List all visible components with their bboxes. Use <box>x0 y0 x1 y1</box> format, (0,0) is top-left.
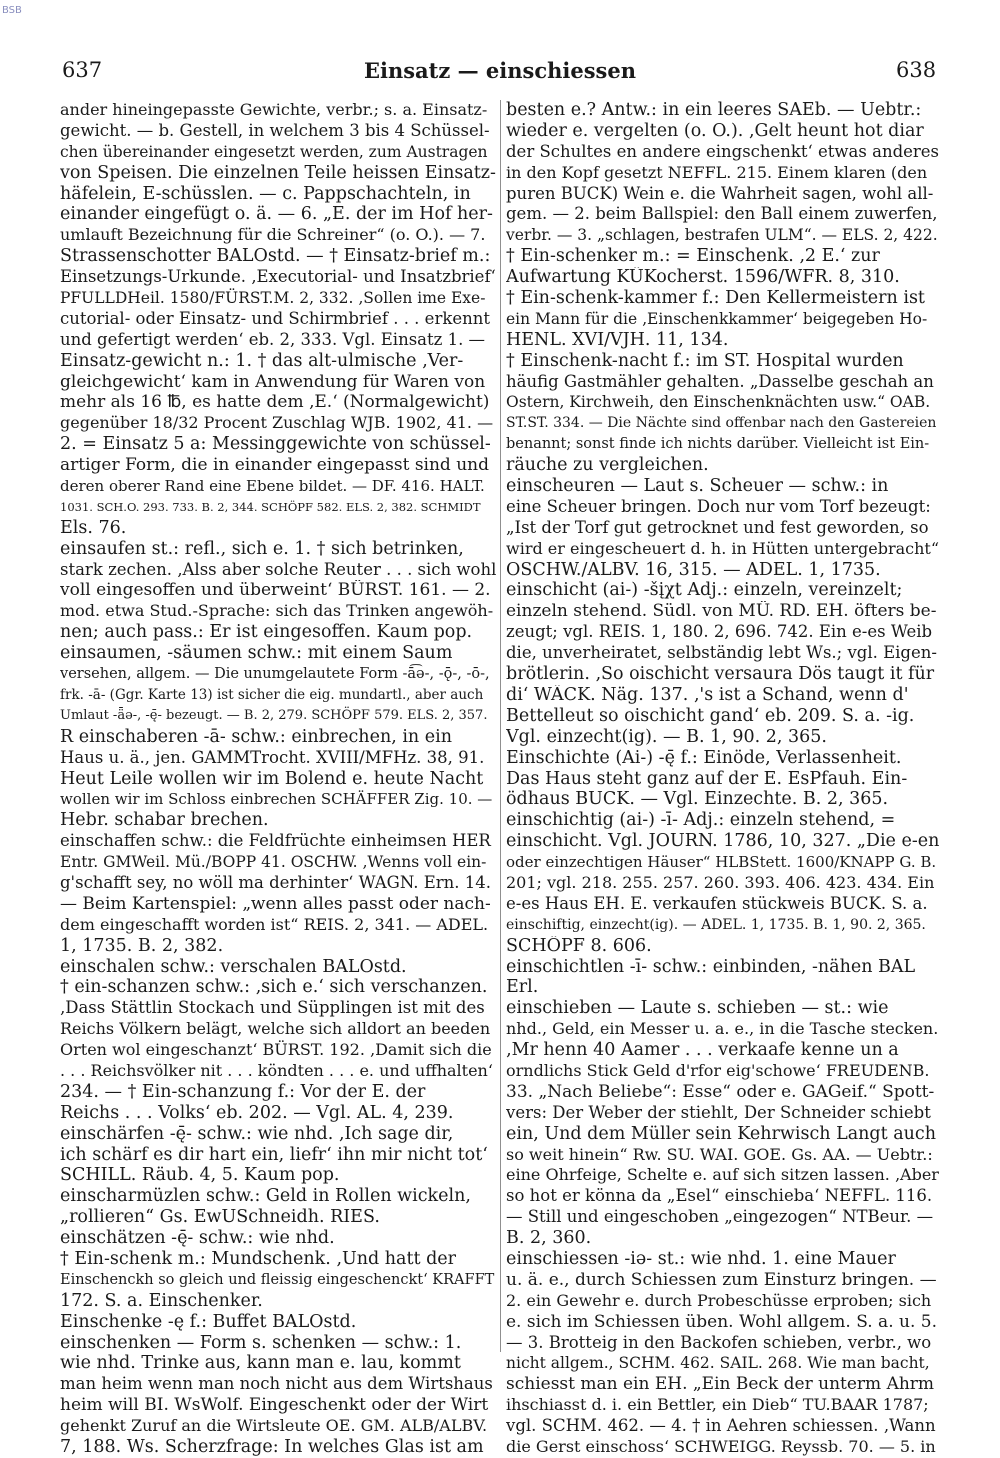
text-line: einschieben — Laute s. schieben — st.: wie <box>506 998 889 1019</box>
text-line: — 3. Brotteig in den Backofen schieben, verbr., wo <box>506 1332 932 1352</box>
text-line: benannt; sonst finde ich nichts darüber. Vielleicht ist Ein- <box>506 436 930 453</box>
text-line: einzeln stehend. Südl. von MÜ. RD. EH. öfters be- <box>506 601 937 622</box>
text-line: umlauft Bezeichnung für die Schreiner“ (o. O.). — 7. <box>60 225 486 245</box>
text-line: 172. S. a. Einschenker. <box>60 1290 263 1311</box>
text-line: Einsatz-gewicht n.: 1. † das alt-ulmische ‚Ver- <box>60 350 464 371</box>
text-line: ödhaus BUCK. — Vgl. Einzechte. B. 2, 365. <box>506 789 889 810</box>
text-line: † Ein-schenk-kammer f.: Den Kellermeistern ist <box>506 288 925 309</box>
page-title: Einsatz — einschiessen <box>363 58 637 83</box>
text-line: PFULLDHeil. 1580/FÜRST.M. 2, 332. ‚Sollen ime Exe- <box>60 289 486 308</box>
text-line: 33. „Nach Beliebe“: Esse“ oder e. GAGeif.“ Spott- <box>506 1081 935 1102</box>
text-line: B. 2, 360. <box>506 1228 592 1249</box>
text-line: vgl. SCHM. 462. — 4. † in Aehren schiessen. ‚Wann <box>506 1416 936 1436</box>
text-line: Reichs . . . Volks‘ eb. 202. — Vgl. AL. 4, 239. <box>60 1102 454 1123</box>
text-line: u. ä. e., durch Schiessen zum Einsturz bringen. — <box>506 1269 937 1290</box>
text-line: so hot er könna da „Esel“ einschieba‘ NEFFL. 116. <box>506 1186 933 1206</box>
text-line: Erl. <box>506 977 539 998</box>
text-line: einsaufen st.: refl., sich e. 1. † sich betrinken, <box>60 538 464 559</box>
text-line: brötlerin. ‚So oischicht versaura Dös taugt it für <box>506 664 935 685</box>
text-line: einschiessen -iə- st.: wie nhd. 1. eine Mauer <box>506 1248 896 1269</box>
text-line: versehen, allgem. — Die unumgelautete Form -ā͡ə-, -ǭ-, -ō-, <box>60 666 490 683</box>
text-line: so weit hinein“ Rw. SU. WAI. GOE. Gs. AA. — Uebtr.: <box>506 1144 933 1164</box>
text-line: gleichgewicht‘ kam in Anwendung für Waren von <box>60 371 486 392</box>
text-line: und gefertigt werden‘ eb. 2, 333. Vgl. Einsatz 1. — <box>60 329 486 349</box>
text-line: ‚Dass Stättlin Stockach und Süpplingen ist mit des <box>60 998 485 1018</box>
text-line: Bettelleut so oischicht gand‘ eb. 209. S. a. -ig. <box>506 705 915 726</box>
text-line: † Ein-schenk m.: Mundschenk. ‚Und hatt der <box>60 1248 457 1269</box>
text-line: ein Mann für die ‚Einschenkkammer‘ beigegeben Ho- <box>506 309 928 328</box>
text-line: Hebr. schabar brechen. <box>60 810 269 831</box>
text-line: HENL. XVI/VJH. 11, 134. <box>506 329 729 350</box>
text-line: puren BUCK) Wein e. die Wahrheit sagen, wohl all- <box>506 183 934 203</box>
left-column <box>60 100 496 1458</box>
text-line: SCHÖPF 8. 606. <box>506 935 652 956</box>
text-line: „Ist der Torf gut getrocknet und fest geworden, so <box>506 517 929 537</box>
text-line: frk. -ā- (Ggr. Karte 13) ist sicher die eig. mundartl., aber auch <box>60 686 484 703</box>
text-line: einschaffen schw.: die Feldfrüchte einheimsen HER <box>60 831 491 851</box>
text-line: mehr als 16 ℔, es hatte dem ‚E.‘ (Normalgewicht) <box>60 392 490 413</box>
page-number-right: 638 <box>896 58 937 82</box>
text-line: dem eingeschafft worden ist“ REIS. 2, 341. — ADEL. <box>60 914 489 934</box>
text-line: di‘ WÄCK. Näg. 137. ‚'s ist a Schand, wenn d' <box>506 684 909 705</box>
right-column <box>506 100 939 1458</box>
text-line: † Ein-schenker m.: = Einschenk. ‚2 E.‘ zur <box>506 246 880 267</box>
text-line: einschicht. Vgl. JOURN. 1786, 10, 327. „Die e-en <box>506 831 939 852</box>
text-line: zeugt; vgl. REIS. 1, 180. 2, 696. 742. Ein e-es Weib <box>506 622 933 642</box>
text-line: ein, Und dem Müller sein Kehrwisch Langt auch <box>506 1123 936 1144</box>
text-line: besten e.? Antw.: in ein leeres SAEb. — Uebtr.: <box>506 100 922 120</box>
text-line: 7, 188. Ws. Scherzfrage: In welches Glas ist am <box>60 1437 484 1457</box>
text-line: einschiftig, einzecht(ig). — ADEL. 1, 1735. B. 1, 90. 2, 365. <box>506 916 926 933</box>
text-line: von Speisen. Die einzelnen Teile heissen Einsatz- <box>60 162 496 183</box>
text-line: einschenken — Form s. schenken — schw.: 1. <box>60 1332 462 1353</box>
text-line: Els. 76. <box>60 517 127 538</box>
text-line: deren oberer Rand eine Ebene bildet. — DF. 416. HALT. <box>60 477 485 496</box>
text-line: 2. = Einsatz 5 a: Messinggewichte von schüssel- <box>60 434 491 455</box>
text-line: einsaumen, -säumen schw.: mit einem Saum <box>60 643 453 664</box>
text-line: orndlichs Stick Geld d'rfor eig'schowe‘ FREUDENB. <box>506 1060 930 1080</box>
text-line: oder einzechtigen Häuser“ HLBStett. 1600/KNAPP G. B. <box>506 853 937 872</box>
text-line: einschätzen -ę̄- schw.: wie nhd. <box>60 1228 335 1249</box>
text-line: eine Ohrfeige, Schelte e. auf sich sitzen lassen. ‚Aber <box>506 1165 939 1185</box>
text-line: nhd., Geld, ein Messer u. a. e., in die Tasche stecken. <box>506 1019 939 1039</box>
text-line: gegenüber 18/32 Procent Zuschlag WJB. 1902, 41. — <box>60 413 494 433</box>
text-line: einschichtig (ai-) -ī- Adj.: einzeln stehend, = <box>506 810 896 831</box>
text-line: Ostern, Kirchweih, den Einschenknächten usw.“ OAB. <box>506 393 931 412</box>
text-line: eine Scheuer bringen. Doch nur vom Torf bezeugt: <box>506 496 931 516</box>
text-line: 1, 1735. B. 2, 382. <box>60 935 224 956</box>
text-line: schiesst man ein EH. „Ein Beck der unterm Ahrm <box>506 1374 935 1395</box>
text-line: Das Haus steht ganz auf der E. EsPfauh. Ein- <box>506 768 908 789</box>
text-line: — Still und eingeschoben „eingezogen“ NTBeur. — <box>506 1207 934 1227</box>
text-line: wird er eingescheuert d. h. in Hütten untergebracht“ <box>506 538 939 558</box>
text-line: in den Kopf gesetzt NEFFL. 215. Einem klaren (den <box>506 162 928 182</box>
text-line: Einschenckh so gleich und fleissig eingeschenckt‘ KRAFFT <box>60 1271 495 1288</box>
text-line: g'schafft sey, no wöll ma derhinter‘ WAGN. Ern. 14. <box>60 872 492 892</box>
text-line: 234. — † Ein-schanzung f.: Vor der E. der <box>60 1081 426 1102</box>
text-line: nen; auch pass.: Er ist eingesoffen. Kaum pop. <box>60 622 473 643</box>
text-line: Reichs Völkern belägt, welche sich alldort an beeden <box>60 1019 491 1039</box>
text-line: häfelein, E-schüsslen. — c. Pappschachteln, in <box>60 183 471 204</box>
text-line: † Einschenk-nacht f.: im ST. Hospital wurden <box>506 350 904 371</box>
text-line: Heut Leile wollen wir im Bolend e. heute Nacht <box>60 768 484 789</box>
text-line: ihschiasst d. i. ein Bettler, ein Dieb“ TU.BAAR 1787; <box>506 1395 929 1415</box>
text-line: man heim wenn man noch nicht aus dem Wirtshaus <box>60 1374 493 1394</box>
text-line: gem. — 2. beim Ballspiel: den Ball einem zuwerfen, <box>506 204 938 224</box>
text-line: einschalen schw.: verschalen BALOstd. <box>60 956 407 977</box>
text-line: . . . Reichsvölker nit . . . köndten . . . e. und uffhalten‘ <box>60 1060 493 1080</box>
text-line: „rollieren“ Gs. EwUSchneidh. RIES. <box>60 1207 380 1228</box>
text-line: Entr. GMWeil. Mü./BOPP 41. OSCHW. ‚Wenns voll ein- <box>60 853 487 872</box>
text-line: ich schärf es dir hart ein, liefr‘ ihn mir nicht tot‘ <box>60 1144 488 1165</box>
text-line: Haus u. ä., jen. GAMMTrocht. XVIII/MFHz. 38, 91. <box>60 747 485 767</box>
text-line: verbr. — 3. „schlagen, bestrafen ULM“. — ELS. 2, 422. <box>506 226 938 245</box>
text-line: Einschichte (Ai-) -ę̄ f.: Einöde, Verlassenheit. <box>506 747 902 768</box>
text-line: gehenkt Zuruf an die Wirtsleute OE. GM. ALB/ALBV. <box>60 1416 488 1436</box>
text-line: artiger Form, die in einander eingepasst sind und <box>60 455 490 476</box>
text-line: häufig Gastmähler gehalten. „Dasselbe geschah an <box>506 371 934 391</box>
text-line: Vgl. einzecht(ig). — B. 1, 90. 2, 365. <box>506 726 827 747</box>
text-line: mod. etwa Stud.-Sprache: sich das Trinken angewöh- <box>60 601 494 621</box>
text-line: — Beim Kartenspiel: „wenn alles passt oder nach- <box>60 893 491 914</box>
text-line: einschärfen -ę̄- schw.: wie nhd. ‚Ich sage dir, <box>60 1123 454 1144</box>
text-line: 1031. SCH.O. 293. 733. B. 2, 344. SCHÖPF 582. ELS. 2, 382. SCHMIDT <box>60 499 481 514</box>
text-line: Strassenschotter BALOstd. — † Einsatz-brief m.: <box>60 246 491 267</box>
text-line: einschichtlen -ī- schw.: einbinden, -nähen BAL <box>506 956 916 977</box>
text-line: Umlaut -ǟə-, -ę̄- bezeugt. — B. 2, 279. SCHÖPF 579. ELS. 2, 357. <box>60 707 488 723</box>
text-line: R einschaberen -ā- schw.: einbrechen, in ein <box>60 726 452 747</box>
text-line: voll eingesoffen und überweint‘ BÜRST. 161. — 2. <box>60 580 491 601</box>
text-line: nicht allgem., SCHM. 462. SAIL. 268. Wie man bacht, <box>506 1354 930 1373</box>
text-line: heim will BI. WsWolf. Eingeschenkt oder der Wirt <box>60 1395 489 1416</box>
text-line: wie nhd. Trinke aus, kann man e. lau, kommt <box>60 1353 461 1374</box>
text-line: der Schultes en andere eingschenkt‘ etwas anderes <box>506 141 939 161</box>
text-line: die, unverheiratet, selbständig lebt Ws.; vgl. Eigen- <box>506 643 937 663</box>
text-line: SCHILL. Räub. 4, 5. Kaum pop. <box>60 1165 340 1186</box>
text-line: 201; vgl. 218. 255. 257. 260. 393. 406. 423. 434. Ein <box>506 872 935 892</box>
text-line: ‚Mr henn 40 Aamer . . . verkaafe kenne un a <box>506 1040 899 1061</box>
text-line: ander hineingepasste Gewichte, verbr.; s. a. Einsatz- <box>60 100 488 119</box>
text-line: vers: Der Weber der stiehlt, Der Schneider schiebt <box>506 1102 931 1122</box>
text-line: wieder e. vergelten (o. O.). ‚Gelt heunt hot diar <box>506 120 924 141</box>
column-divider <box>500 100 501 1352</box>
text-line: Einsetzungs-Urkunde. ‚Executorial- und Insatzbrief‘ <box>60 267 496 287</box>
text-line: einschicht (ai-) -šįχt Adj.: einzeln, vereinzelt; <box>506 580 903 601</box>
text-line: ST.ST. 334. — Die Nächte sind offenbar nach den Gastereien <box>506 415 937 432</box>
text-line: einscheuren — Laut s. Scheuer — schw.: in <box>506 476 889 497</box>
text-line: einscharmüzlen schw.: Geld in Rollen wickeln, <box>60 1186 471 1207</box>
text-line: die Gerst einschoss‘ SCHWEIGG. Reyssb. 70. — 5. in <box>506 1437 936 1456</box>
text-line: Einschenke -ę f.: Buffet BALOstd. <box>60 1311 357 1332</box>
text-line: einander eingefügt o. ä. — 6. „E. der im Hof her- <box>60 204 493 225</box>
page-number-left: 637 <box>62 58 103 82</box>
text-line: e-es Haus EH. E. verkaufen stückweis BUCK. S. a. <box>506 893 928 913</box>
text-line: räuche zu vergleichen. <box>506 455 709 476</box>
text-line: OSCHW./ALBV. 16, 315. — ADEL. 1, 1735. <box>506 559 881 580</box>
text-line: † ein-schanzen schw.: ‚sich e.‘ sich verschanzen. <box>60 977 488 998</box>
text-line: Orten wol eingeschanzt‘ BÜRST. 192. ‚Damit sich die <box>60 1040 492 1060</box>
text-line: cutorial- oder Einsatz- und Schirmbrief . . . erkennt <box>60 308 490 328</box>
text-line: e. sich im Schiessen üben. Wohl allgem. S. a. u. 5. <box>506 1311 937 1332</box>
text-line: gewicht. — b. Gestell, in welchem 3 bis 4 Schüssel- <box>60 120 490 140</box>
text-line: wollen wir im Schloss einbrechen SCHÄFFER Zig. 10. — <box>60 790 493 809</box>
text-line: stark zechen. ‚Alss aber solche Reuter . . . sich wohl <box>60 559 496 579</box>
text-line: chen übereinander eingesetzt werden, zum Austragen <box>60 142 488 161</box>
text-line: 2. ein Gewehr e. durch Probeschüsse erproben; sich <box>506 1290 932 1310</box>
library-stamp: BSB <box>2 5 22 16</box>
text-line: Aufwartung KÜKocherst. 1596/WFR. 8, 310. <box>506 267 900 288</box>
